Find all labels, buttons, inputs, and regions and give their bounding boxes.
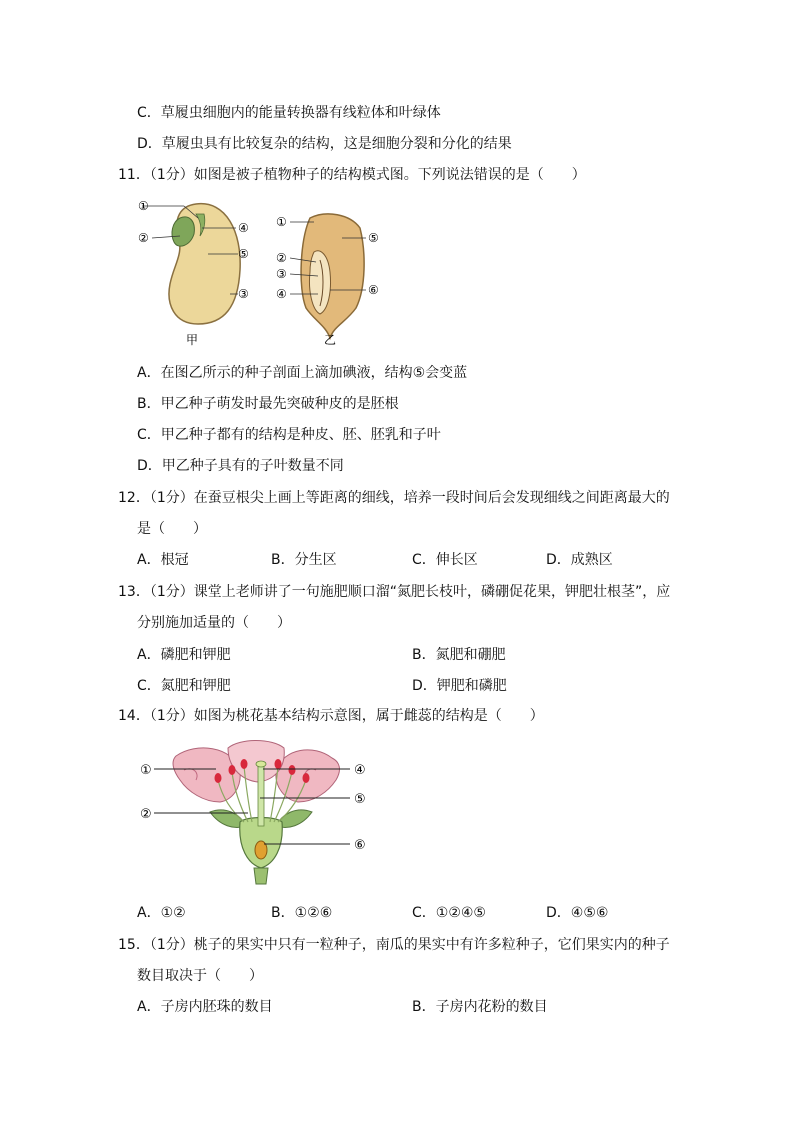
q11-option-c: C．甲乙种子都有的结构是种皮、胚、胚乳和子叶 <box>137 427 441 443</box>
q14-option-c: C．①②④⑤ <box>412 905 486 921</box>
q13-option-b: B．氮肥和硼肥 <box>412 647 506 663</box>
jia-label-5: ⑤ <box>238 247 249 261</box>
jia-label-1: ① <box>138 199 149 213</box>
flower-label-5: ⑤ <box>354 792 366 807</box>
yi-caption: 乙 <box>324 333 337 347</box>
q11-stem: 11．（1分）如图是被子植物种子的结构模式图。下列说法错误的是（ ） <box>118 167 586 183</box>
yi-label-1: ① <box>276 215 287 229</box>
q12-option-d: D．成熟区 <box>546 552 613 568</box>
q14-option-a: A．①② <box>137 905 186 921</box>
q14-peach-flower-figure <box>136 736 386 888</box>
q13-option-c: C．氮肥和钾肥 <box>137 678 231 694</box>
q11-option-b: B．甲乙种子萌发时最先突破种皮的是胚根 <box>137 396 399 412</box>
flower-label-6: ⑥ <box>354 838 366 853</box>
jia-caption: 甲 <box>186 333 199 347</box>
corn-seed-yi <box>290 214 366 338</box>
q15-stem-line2: 数目取决于（ ） <box>137 968 263 984</box>
q14-option-b: B．①②⑥ <box>271 905 333 921</box>
q10-option-d: D．草履虫具有比较复杂的结构，这是细胞分裂和分化的结果 <box>137 136 512 152</box>
q11-seed-figure <box>134 192 394 352</box>
q12-option-a: A．根冠 <box>137 552 189 568</box>
q13-stem-line1: 13．（1分）课堂上老师讲了一句施肥顺口溜“氮肥长枝叶，磷硼促花果，钾肥壮根茎”，应 <box>118 584 671 600</box>
q13-stem-line2: 分别施加适量的（ ） <box>137 615 291 631</box>
jia-label-2: ② <box>138 231 149 245</box>
q11-option-a: A．在图乙所示的种子剖面上滴加碘液，结构⑤会变蓝 <box>137 365 468 381</box>
q12-stem-line1: 12．（1分）在蚕豆根尖上画上等距离的细线，培养一段时间后会发现细线之间距离最大的 <box>118 490 670 506</box>
q15-stem-line1: 15．（1分）桃子的果实中只有一粒种子，南瓜的果实中有许多粒种子，它们果实内的种子 <box>118 937 670 953</box>
yi-label-3: ③ <box>276 267 287 281</box>
q12-option-b: B．分生区 <box>271 552 337 568</box>
yi-label-4: ④ <box>276 287 287 301</box>
flower-label-2: ② <box>140 807 152 822</box>
flower-label-4: ④ <box>354 763 366 778</box>
q15-option-b: B．子房内花粉的数目 <box>412 999 548 1015</box>
q12-stem-line2: 是（ ） <box>137 521 207 537</box>
q14-stem: 14．（1分）如图为桃花基本结构示意图，属于雌蕊的结构是（ ） <box>118 708 544 724</box>
yi-label-2: ② <box>276 251 287 265</box>
yi-label-5: ⑤ <box>368 231 379 245</box>
q13-option-d: D．钾肥和磷肥 <box>412 678 507 694</box>
yi-label-6: ⑥ <box>368 283 379 297</box>
q14-option-d: D．④⑤⑥ <box>546 905 609 921</box>
bean-seed-jia <box>142 204 240 324</box>
q10-option-c: C．草履虫细胞内的能量转换器有线粒体和叶绿体 <box>137 105 441 121</box>
flower-label-1: ① <box>140 763 152 778</box>
q15-option-a: A．子房内胚珠的数目 <box>137 999 273 1015</box>
jia-label-4: ④ <box>238 221 249 235</box>
q12-option-c: C．伸长区 <box>412 552 478 568</box>
jia-label-3: ③ <box>238 287 249 301</box>
q11-option-d: D．甲乙种子具有的子叶数量不同 <box>137 458 344 474</box>
q13-option-a: A．磷肥和钾肥 <box>137 647 231 663</box>
